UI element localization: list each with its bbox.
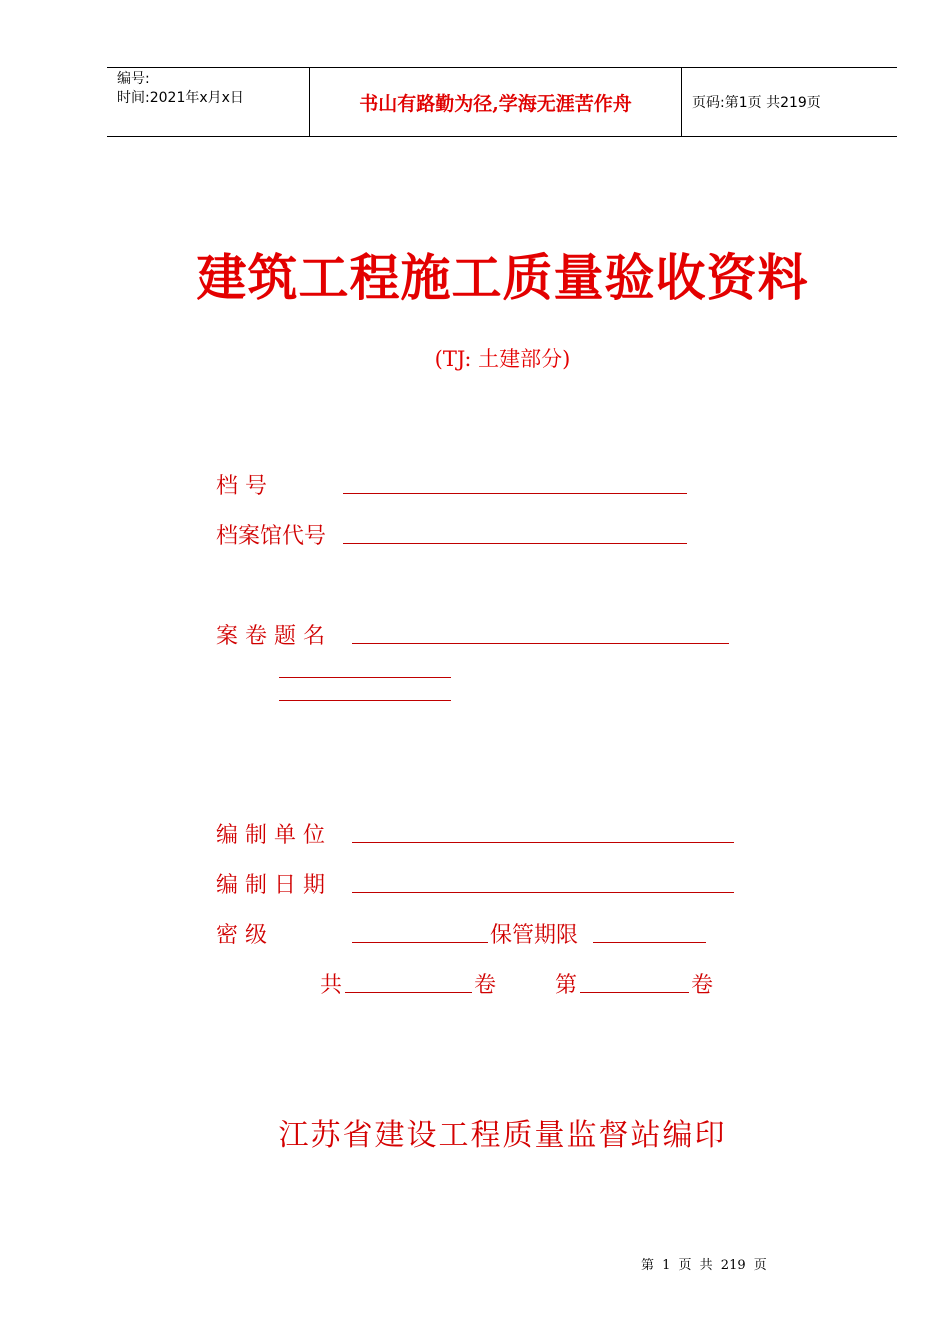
archive-no-line	[343, 493, 687, 494]
volume-label-1: 卷	[474, 973, 497, 998]
total-line	[345, 992, 472, 993]
secret-level-label: 密 级	[216, 923, 267, 948]
compile-date-line	[352, 892, 734, 893]
volume-title-label: 案 卷 题 名	[216, 624, 325, 649]
serial-label: 编号:	[117, 71, 150, 87]
compile-date-label: 编 制 日 期	[216, 873, 325, 898]
volume-title-line-2	[279, 677, 451, 678]
compile-unit-line	[352, 842, 734, 843]
volume-label-2: 卷	[691, 973, 714, 998]
retention-label: 保管期限	[490, 923, 579, 948]
volume-title-line-3	[279, 700, 451, 701]
nth-line	[580, 992, 689, 993]
header-table	[107, 67, 897, 137]
page-number: 第 1 页 共 219 页	[641, 1258, 767, 1273]
nth-label: 第	[555, 973, 578, 998]
document-subtitle: (TJ: 土建部分)	[434, 347, 571, 371]
retention-line	[593, 942, 706, 943]
header-motto: 书山有路勤为径,学海无涯苦作舟	[309, 68, 682, 136]
compile-unit-label: 编 制 单 位	[216, 823, 325, 848]
time-label: 时间:2021年x月x日	[117, 90, 244, 106]
publisher-note: 江苏省建设工程质量监督站编印	[278, 1118, 727, 1153]
document-title: 建筑工程施工质量验收资料	[196, 248, 809, 307]
volume-title-line-1	[352, 643, 729, 644]
secret-level-line	[352, 942, 488, 943]
archive-no-label: 档 号	[216, 474, 267, 499]
archive-code-line	[343, 543, 687, 544]
total-label: 共	[320, 973, 343, 998]
header-page-info: 页码:第1页 共219页	[692, 95, 821, 111]
archive-code-label: 档案馆代号	[216, 524, 327, 549]
header-left	[107, 68, 309, 136]
